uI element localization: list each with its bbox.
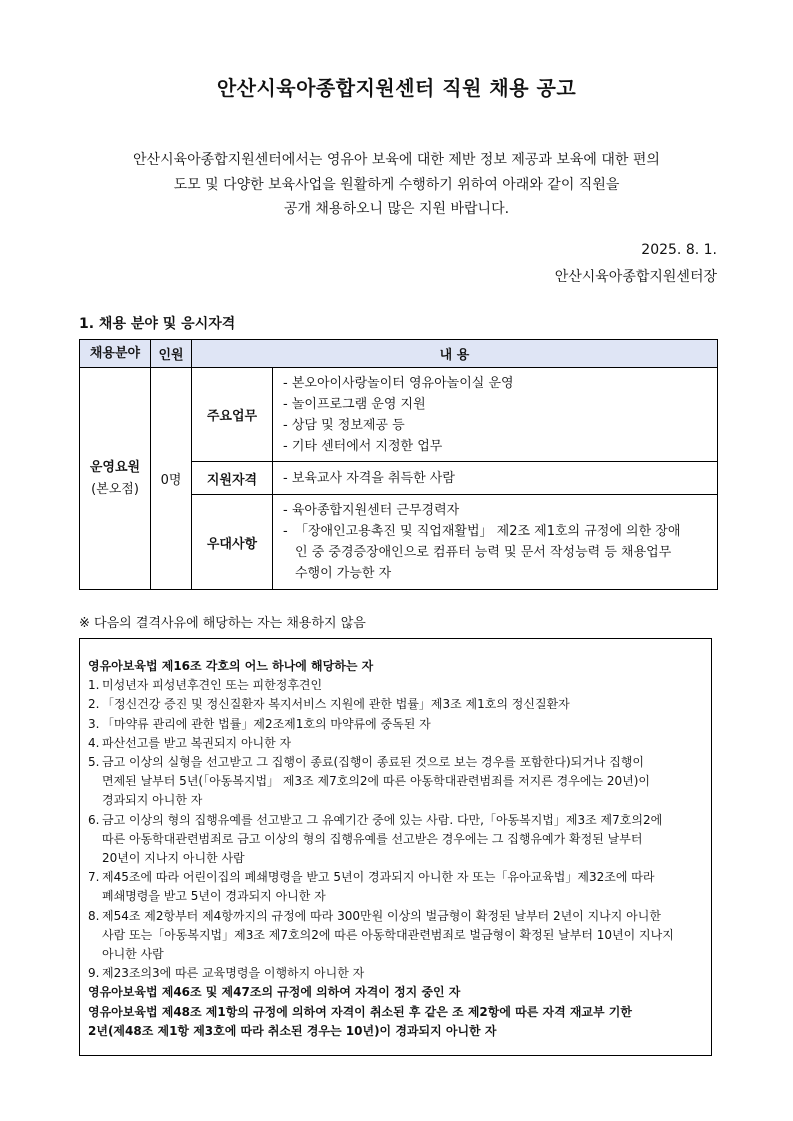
list-item <box>88 676 703 695</box>
list-item <box>88 907 703 965</box>
disqualification-note: ※ 다음의 결격사유에 해당하는 자는 채용하지 않음 <box>79 616 366 631</box>
bold-clause: 영유아보육법 제46조 및 제47조의 규정에 의하여 자격이 정지 중인 자 <box>88 985 461 1000</box>
list-item <box>283 521 711 584</box>
text-line: 사람 또는「아동복지법」제3조 제7호의2에 따른 아동학대관련범죄로 벌금형이 확정된 날부터 10년이 지나지 <box>102 927 674 942</box>
qualification-label: 지원자격 <box>192 462 273 495</box>
header-field: 채용분야 <box>80 340 151 368</box>
text-line: 「마약류 관리에 관한 법률」제2조제1호의 마약류에 중독된 자 <box>102 716 431 731</box>
field-cell <box>80 368 151 590</box>
duties-content <box>273 368 718 462</box>
item-number: 6. <box>88 812 100 827</box>
item-number: 2. <box>88 697 100 712</box>
text-line: 「장애인고용촉진 및 직업재활법」 제2조 제1호의 규정에 의한 장애 <box>295 524 681 539</box>
disqualification-box <box>79 638 712 1056</box>
text-line: 수행이 가능한 자 <box>295 566 392 581</box>
item-number: 5. <box>88 755 100 770</box>
item-number: 9. <box>88 966 100 981</box>
text-line: 제54조 제2항부터 제4항까지의 규정에 따라 300만원 이상의 벌금형이 확정된 날부터 2년이 지나지 아니한 <box>102 908 661 923</box>
qualification-content <box>273 462 718 495</box>
list-item: - 보육교사 자격을 취득한 사람 <box>283 470 455 486</box>
list-item <box>88 868 703 906</box>
field-location: (본오점) <box>91 481 139 497</box>
list-item <box>88 964 703 983</box>
list-item <box>88 695 703 714</box>
list-item: - 상담 및 정보제공 등 <box>283 417 405 433</box>
header-content: 내 용 <box>192 340 718 368</box>
intro-line: 안산시육아종합지원센터에서는 영유아 보육에 대한 제반 정보 제공과 보육에 대한 편의 <box>133 152 660 168</box>
list-item: - 놀이프로그램 운영 지원 <box>283 396 426 412</box>
text-line: 20년이 지나지 아니한 사람 <box>102 851 245 866</box>
bold-clause: 2년(제48조 제1항 제3호에 따라 취소된 경우는 10년)이 경과되지 아니한 자 <box>88 1023 497 1038</box>
list-item <box>88 734 703 753</box>
preference-label: 우대사항 <box>192 495 273 590</box>
recruitment-table <box>79 339 718 590</box>
page-title: 안산시육아종합지원센터 직원 채용 공고 <box>216 76 577 100</box>
duties-label: 주요업무 <box>192 368 273 462</box>
list-item <box>88 753 703 811</box>
bold-clause: 영유아보육법 제48조 제1항의 규정에 의하여 자격이 취소된 후 같은 조 제2항에 따른 자격 재교부 기한 <box>88 1004 632 1019</box>
text-line: 「정신건강 증진 및 정신질환자 복지서비스 지원에 관한 법률」제3조 제1호의 정신질환자 <box>102 697 570 712</box>
list-item: - 본오아이사랑놀이터 영유아놀이실 운영 <box>283 375 514 391</box>
list-item <box>88 715 703 734</box>
text-line: 금고 이상의 형의 집행유예를 선고받고 그 유예기간 중에 있는 사람. 다만,「아동복지법」제3조 제7호의2에 <box>102 812 663 827</box>
text-line: 금고 이상의 실형을 선고받고 그 집행이 종료(집행이 종료된 것으로 보는 경우를 포함한다)되거나 집행이 <box>102 755 645 770</box>
table-header-row <box>80 340 718 368</box>
list-item <box>88 811 703 869</box>
list-item-text <box>295 521 711 584</box>
table-row <box>80 368 718 462</box>
preference-content <box>273 495 718 590</box>
intro-line: 도모 및 다양한 보육사업을 원활하게 수행하기 위하여 아래와 같이 직원을 <box>173 176 620 193</box>
intro-paragraph <box>60 148 733 222</box>
text-line: 경과되지 아니한 자 <box>102 793 203 808</box>
text-line: 따른 아동학대관련범죄로 금고 이상의 형의 집행유예를 선고받은 경우에는 그 집행유예가 확정된 날부터 <box>102 831 643 846</box>
field-name: 운영요원 <box>89 459 141 475</box>
box-heading: 영유아보육법 제16조 각호의 어느 하나에 해당하는 자 <box>88 659 374 673</box>
text-line: 제45조에 따라 어린이집의 폐쇄명령을 받고 5년이 경과되지 아니한 자 또는「유아교육법」제32조에 따라 <box>102 870 655 885</box>
announcement-date: 2025. 8. 1. <box>641 242 717 258</box>
issuer-name: 안산시육아종합지원센터장 <box>554 269 717 285</box>
count-cell: 0명 <box>151 368 192 590</box>
text-line: 미성년자 피성년후견인 또는 피한정후견인 <box>102 678 323 693</box>
text-line: 인 중 중경증장애인으로 컴퓨터 능력 및 문서 작성능력 등 채용업무 <box>295 545 672 560</box>
text-line: 파산선고를 받고 복권되지 아니한 자 <box>102 735 292 750</box>
item-number: 4. <box>88 735 100 750</box>
list-item: - 육아종합지원센터 근무경력자 <box>283 503 460 518</box>
item-number: 8. <box>88 908 100 923</box>
item-number: 1. <box>88 678 100 693</box>
text-line: 폐쇄명령을 받고 5년이 경과되지 아니한 자 <box>102 889 326 904</box>
header-count: 인원 <box>151 340 192 368</box>
text-line: 아니한 사람 <box>102 947 164 962</box>
section-heading: 1. 채용 분야 및 응시자격 <box>79 316 236 332</box>
intro-line: 공개 채용하오니 많은 지원 바랍니다. <box>283 201 510 217</box>
text-line: 제23조의3에 따른 교육명령을 이행하지 아니한 자 <box>102 966 365 981</box>
item-number: 7. <box>88 870 100 885</box>
item-number: 3. <box>88 716 100 731</box>
list-item: - 기타 센터에서 지정한 업무 <box>283 438 443 454</box>
list-dash: - <box>283 524 288 539</box>
text-line: 면제된 날부터 5년(「아동복지법」 제3조 제7호의2에 따른 아동학대관련범죄를 저지른 경우에는 20년)이 <box>102 774 651 789</box>
